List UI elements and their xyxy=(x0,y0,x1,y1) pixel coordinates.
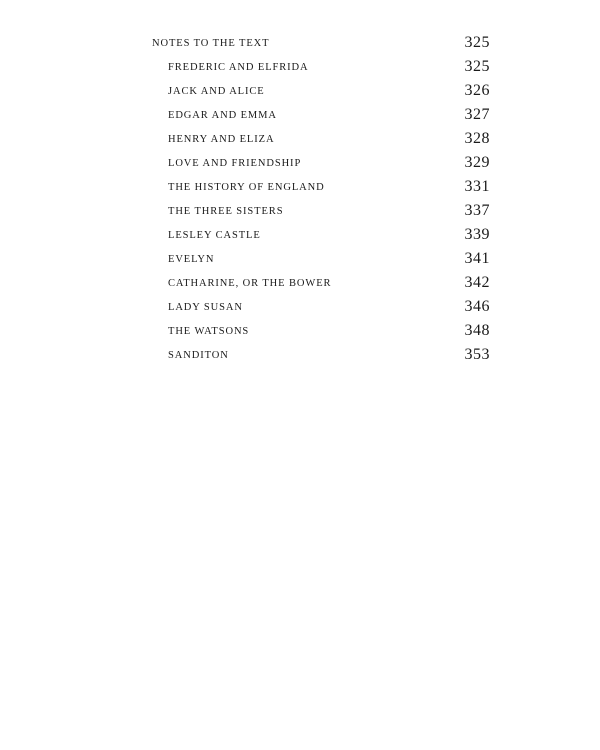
toc-page-number: 353 xyxy=(464,346,490,363)
toc-entry-title: THE HISTORY OF ENGLAND xyxy=(168,182,325,193)
toc-page-number: 342 xyxy=(464,274,490,291)
toc-entry-title: FREDERIC AND ELFRIDA xyxy=(168,62,309,73)
toc-entry-title: CATHARINE, OR THE BOWER xyxy=(168,278,332,289)
toc-entry-title: HENRY AND ELIZA xyxy=(168,134,275,145)
table-of-contents xyxy=(0,34,600,370)
toc-entry xyxy=(0,250,600,274)
toc-entry xyxy=(0,346,600,370)
toc-entry-title: LESLEY CASTLE xyxy=(168,230,261,241)
toc-page-number: 331 xyxy=(464,178,490,195)
toc-page-number: 348 xyxy=(464,322,490,339)
toc-section-notes-to-the-text xyxy=(0,34,600,58)
toc-entry xyxy=(0,322,600,346)
toc-page-number: 327 xyxy=(464,106,490,123)
toc-page-number: 346 xyxy=(464,298,490,315)
toc-section-title: NOTES TO THE TEXT xyxy=(152,38,270,49)
toc-page-number: 339 xyxy=(464,226,490,243)
toc-page-number: 341 xyxy=(464,250,490,267)
toc-entry xyxy=(0,82,600,106)
toc-entry-title: SANDITON xyxy=(168,350,229,361)
toc-entry-title: THE THREE SISTERS xyxy=(168,206,284,217)
toc-page-number: 329 xyxy=(464,154,490,171)
toc-page-number: 337 xyxy=(464,202,490,219)
toc-page-number: 326 xyxy=(464,82,490,99)
toc-entry xyxy=(0,58,600,82)
toc-entry-title: EVELYN xyxy=(168,254,215,265)
toc-entry-title: LOVE AND FRIENDSHIP xyxy=(168,158,302,169)
toc-entry-title: JACK AND ALICE xyxy=(168,86,265,97)
toc-entry xyxy=(0,154,600,178)
toc-entry xyxy=(0,106,600,130)
toc-entry-title: THE WATSONS xyxy=(168,326,250,337)
toc-entry xyxy=(0,130,600,154)
toc-entry-title: LADY SUSAN xyxy=(168,302,243,313)
toc-entry-title: EDGAR AND EMMA xyxy=(168,110,277,121)
toc-page-number: 325 xyxy=(464,34,490,51)
toc-entry xyxy=(0,298,600,322)
toc-page-number: 325 xyxy=(464,58,490,75)
toc-entry xyxy=(0,178,600,202)
toc-page-number: 328 xyxy=(464,130,490,147)
toc-entry xyxy=(0,226,600,250)
toc-entry xyxy=(0,202,600,226)
toc-entry xyxy=(0,274,600,298)
